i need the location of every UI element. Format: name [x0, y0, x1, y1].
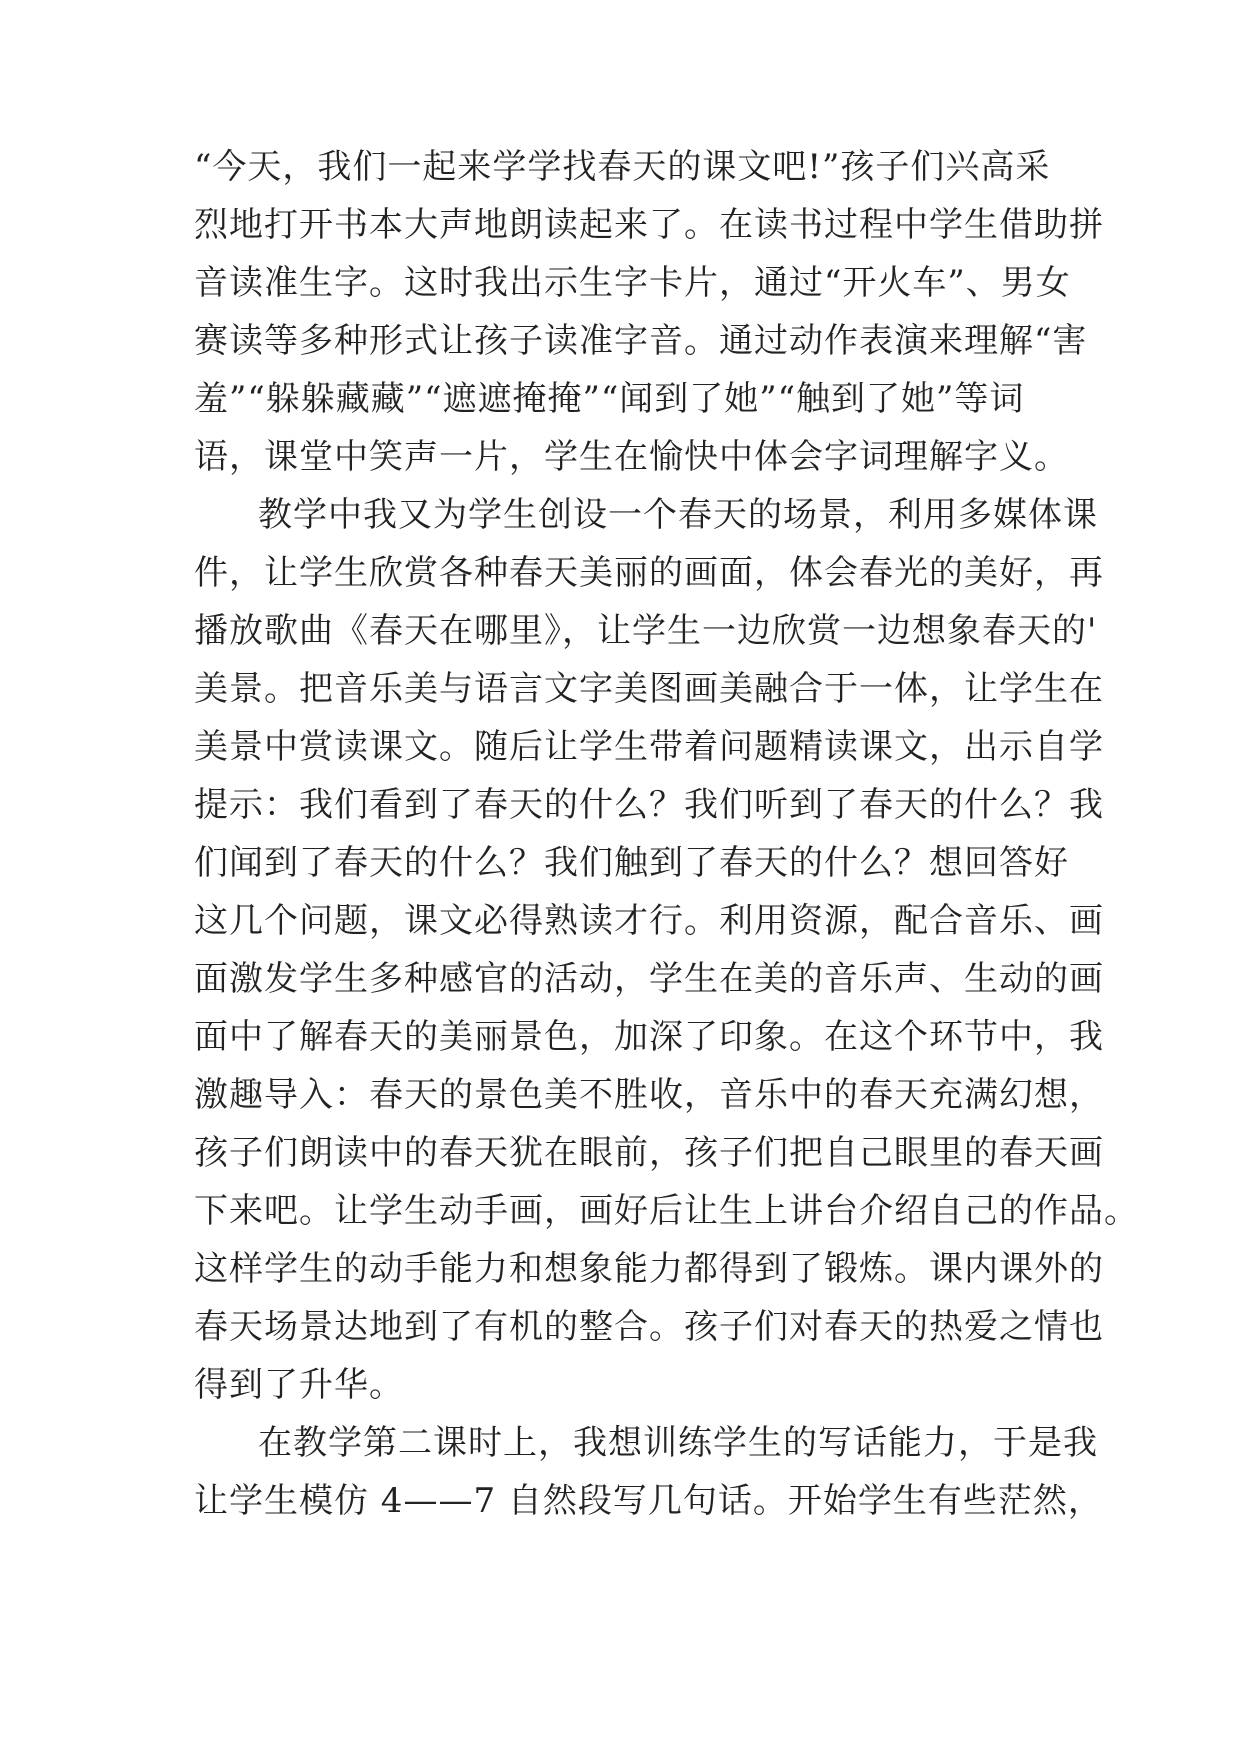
text-line: 语，课堂中笑声一片，学生在愉快中体会字词理解字义。 — [194, 437, 1069, 477]
text-line: 提示：我们看到了春天的什么？我们听到了春天的什么？我 — [194, 785, 1104, 825]
text-line: 在教学第二课时上，我想训练学生的写话能力，于是我 — [258, 1423, 1098, 1463]
text-line: 美景中赏读课文。随后让学生带着问题精读课文，出示自学 — [194, 727, 1104, 767]
text-line: 件，让学生欣赏各种春天美丽的画面，体会春光的美好，再 — [194, 553, 1104, 593]
text-line: 这几个问题，课文必得熟读才行。利用资源，配合音乐、画 — [194, 901, 1104, 941]
text-line: 羞”“躲躲藏藏”“遮遮掩掩”“闻到了她”“触到了她”等词 — [194, 379, 1025, 419]
text-line: 们闻到了春天的什么？我们触到了春天的什么？想回答好 — [194, 843, 1069, 883]
text-line: 激趣导入：春天的景色美不胜收，音乐中的春天充满幻想， — [194, 1075, 1104, 1115]
text-line: 美景。把音乐美与语言文字美图画美融合于一体，让学生在 — [194, 669, 1104, 709]
text-line: 教学中我又为学生创设一个春天的场景，利用多媒体课 — [258, 495, 1098, 535]
text-line: 面中了解春天的美丽景色，加深了印象。在这个环节中，我 — [194, 1017, 1104, 1057]
text-line: “今天，我们一起来学学找春天的课文吧!”孩子们兴高采 — [194, 147, 1051, 187]
text-line: 孩子们朗读中的春天犹在眼前，孩子们把自己眼里的春天画 — [194, 1133, 1104, 1173]
text-line: 面激发学生多种感官的活动，学生在美的音乐声、生动的画 — [194, 959, 1104, 999]
text-line: 播放歌曲《春天在哪里》，让学生一边欣赏一边想象春天的' — [194, 611, 1098, 651]
text-line: 这样学生的动手能力和想象能力都得到了锻炼。课内课外的 — [194, 1249, 1104, 1289]
text-line: 赛读等多种形式让孩子读准字音。通过动作表演来理解“害 — [194, 321, 1088, 361]
text-line: 让学生模仿 4——7 自然段写几句话。开始学生有些茫然， — [194, 1481, 1103, 1521]
body-text — [194, 138, 1139, 1530]
text-line: 音读准生字。这时我出示生字卡片，通过“开火车”、男女 — [194, 263, 1071, 303]
text-line: 春天场景达地到了有机的整合。孩子们对春天的热爱之情也 — [194, 1307, 1104, 1347]
paragraph-1 — [194, 138, 1104, 486]
text-line: 得到了升华。 — [194, 1365, 404, 1405]
paragraph-2 — [194, 486, 1139, 1414]
paragraph-3 — [194, 1414, 1103, 1530]
text-line: 烈地打开书本大声地朗读起来了。在读书过程中学生借助拼 — [194, 205, 1104, 245]
text-line: 下来吧。让学生动手画，画好后让生上讲台介绍自己的作品。 — [194, 1191, 1139, 1231]
